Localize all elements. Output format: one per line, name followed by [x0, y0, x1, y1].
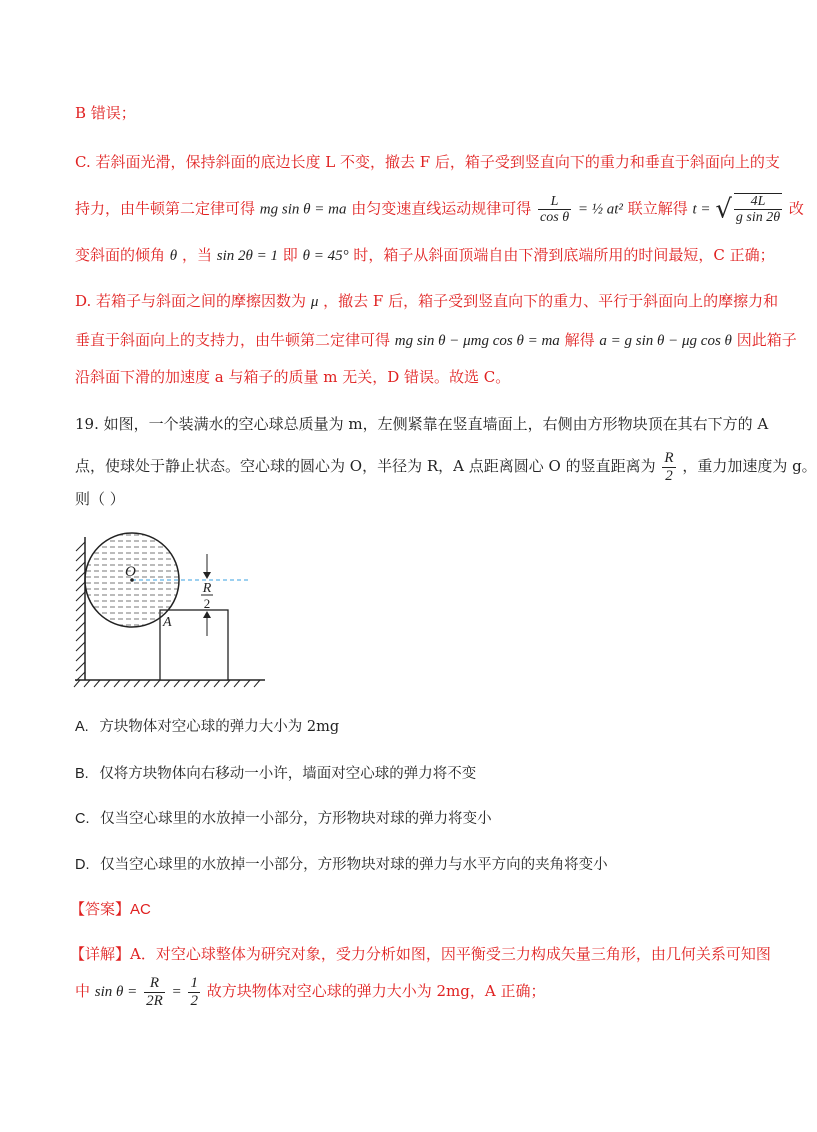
- label-O: O: [125, 564, 136, 580]
- numerator: L: [538, 194, 571, 210]
- option-label: B.: [75, 766, 89, 782]
- physics-figure: [70, 532, 270, 692]
- text: 持力，由牛顿第二定律可得: [75, 199, 256, 218]
- denominator: 2R: [146, 992, 163, 1009]
- question-line2: [75, 450, 817, 484]
- arrow-down-head: [203, 572, 211, 579]
- fraction: [144, 975, 165, 1009]
- fraction: [734, 193, 782, 226]
- text: 即: [282, 246, 298, 264]
- equation: a = g sin θ − μg cos θ: [599, 333, 732, 349]
- option-label: C.: [75, 811, 90, 827]
- text: 因此箱子: [736, 331, 797, 349]
- equation: = ½ at²: [577, 201, 623, 218]
- equation: θ = 45°: [302, 248, 349, 264]
- prev-b-line: B 错误；: [75, 104, 136, 122]
- prev-d-line1: [75, 290, 778, 311]
- text: ，当: [181, 246, 212, 264]
- label-R: R: [202, 581, 212, 596]
- prev-d-line3: 沿斜面下滑的加速度 a 与箱子的质量 m 无关，D 错误。故选 C。: [75, 368, 511, 386]
- text: 中: [75, 982, 91, 1000]
- detail-line1: [70, 943, 771, 964]
- prev-c-line1: C. 若斜面光滑，保持斜面的底边长度 L 不变，撤去 F 后，箱子受到竖直向下的重力和垂直于斜面向上的支: [75, 153, 780, 171]
- fraction: [662, 450, 675, 484]
- prev-c-line2: [75, 193, 804, 226]
- option-text: 仅当空心球里的水放掉一小部分，方形物块对球的弹力与水平方向的夹角将变小: [100, 857, 608, 873]
- equation: mg sin θ − μmg cos θ = ma: [394, 333, 560, 349]
- text: 垂直于斜面向上的支持力，由牛顿第二定律可得: [75, 331, 391, 349]
- prev-d-line2: [75, 329, 797, 350]
- equals: =: [171, 984, 182, 1000]
- option-text: 仅当空心球里的水放掉一小部分，方形物块对球的弹力将变小: [100, 811, 492, 827]
- theta: θ: [169, 248, 178, 264]
- option-text: 方块物体对空心球的弹力大小为 2mg: [99, 719, 340, 735]
- question-line1: 19. 如图，一个装满水的空心球总质量为 m，左侧紧靠在竖直墙面上，右侧由方形物块顶在其右下方的 A: [75, 415, 769, 433]
- text: 故方块物体对空心球的弹力大小为 2mg，A 正确；: [206, 982, 546, 1000]
- question-line3: 则（ ）: [75, 490, 125, 508]
- option-label: D.: [75, 857, 90, 873]
- text: ，撤去 F 后，箱子受到竖直向下的重力、平行于斜面向上的摩擦力和: [323, 292, 779, 310]
- label-2: 2: [203, 596, 211, 611]
- text: 由匀变速直线运动规律可得: [351, 199, 532, 218]
- option-d[interactable]: [75, 853, 608, 874]
- text: 改: [788, 199, 804, 218]
- ground-hatching: [74, 680, 260, 687]
- option-b[interactable]: [75, 762, 476, 783]
- text: 解得: [564, 331, 595, 349]
- denominator: 2: [665, 467, 673, 484]
- detail-tag: 【详解】: [70, 945, 131, 963]
- option-a[interactable]: [75, 715, 339, 736]
- option-label: A.: [75, 719, 89, 735]
- text: 联立解得: [627, 199, 688, 218]
- text: 点，使球处于静止状态。空心球的圆心为 O，半径为 R，A 点距离圆心 O 的竖直距离为: [75, 457, 656, 475]
- answer: [70, 898, 151, 919]
- text: ，重力加速度为 g。: [682, 457, 817, 475]
- numerator: R: [144, 975, 165, 993]
- numerator: 4L: [734, 194, 782, 210]
- text: D. 若箱子与斜面之间的摩擦因数为: [75, 292, 307, 310]
- label-A: A: [163, 615, 172, 630]
- numerator: 1: [190, 975, 198, 991]
- text: 时，箱子从斜面顶端自由下滑到底端所用的时间最短，C 正确；: [353, 246, 775, 264]
- denominator: 2: [190, 992, 198, 1009]
- option-text: 仅将方块物体向右移动一小许，墙面对空心球的弹力将不变: [99, 766, 477, 782]
- equation: mg sin θ = ma: [259, 201, 347, 218]
- equation-lhs: t =: [692, 201, 711, 218]
- detail-line2: [75, 975, 545, 1009]
- answer-tag: 【答案】: [70, 900, 131, 918]
- option-c[interactable]: [75, 807, 492, 828]
- denominator: cos θ: [540, 209, 570, 225]
- answer-value: AC: [130, 901, 151, 918]
- sqrt-expression: √ $\frac{4L}{\text{g sin 2θ}}$: [715, 194, 781, 226]
- prev-c-line3: [75, 244, 775, 265]
- text: A．对空心球整体为研究对象，受力分析如图，因平衡受三力构成矢量三角形，由几何关系可知图: [130, 945, 771, 963]
- wall-hatching: [76, 542, 85, 681]
- text: 变斜面的倾角: [75, 246, 166, 264]
- mu: μ: [310, 294, 319, 310]
- fraction: [538, 194, 571, 226]
- numerator: R: [664, 450, 674, 466]
- equation: sin 2θ = 1: [216, 248, 278, 264]
- equation-lhs: sin θ =: [94, 984, 138, 1000]
- denominator: g sin 2θ: [735, 210, 781, 226]
- fraction: [188, 975, 200, 1009]
